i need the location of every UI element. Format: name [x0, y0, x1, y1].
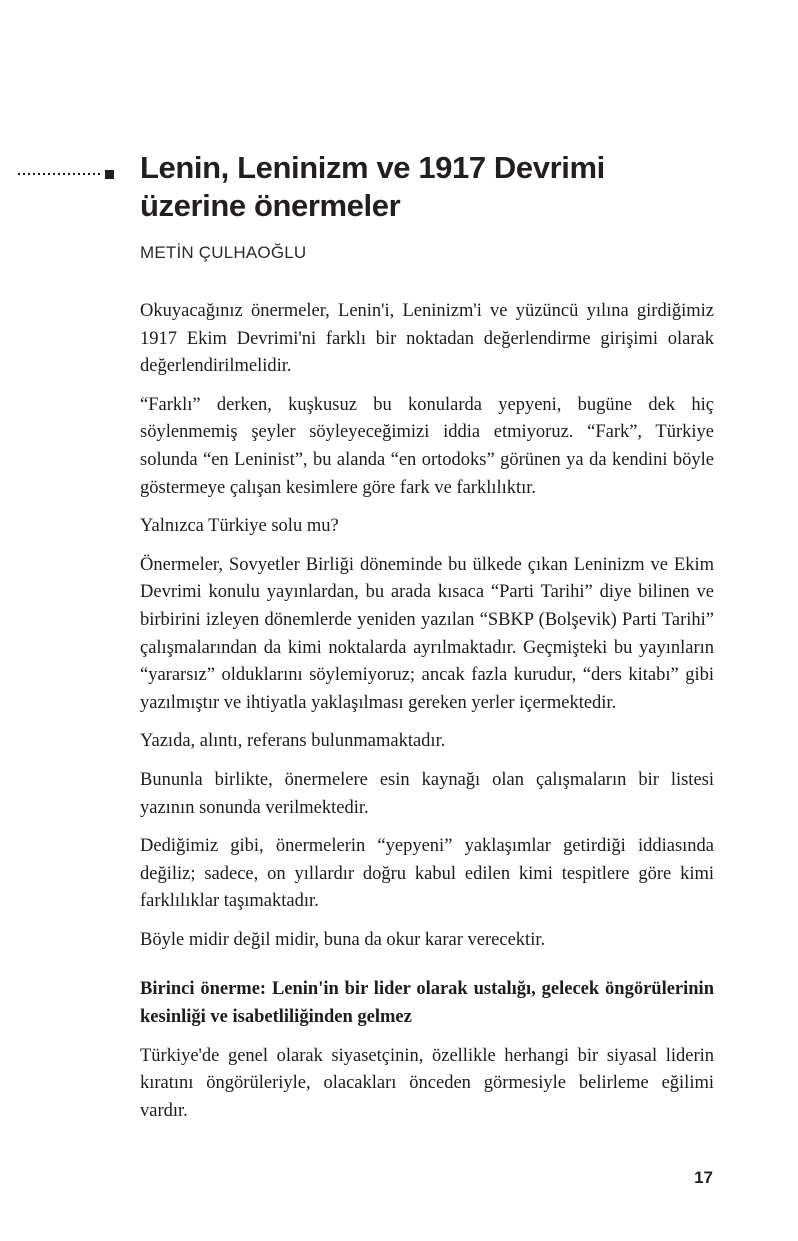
body-paragraph: Dediğimiz gibi, önermelerin “yepyeni” yaklaşımlar getirdiği iddiasında değiliz; sadece, on yıllardır doğru kabul edilen kimi tespitlere göre kimi farklılıklar taşımaktadır.	[140, 836, 714, 912]
body-paragraph: “Farklı” derken, kuşkusuz bu konularda yepyeni, bugüne dek hiç söylenmemiş şeyler söyleyeceğimizi iddia etmiyoruz. “Fark”, Türkiye solunda “en Leninist”, bu alanda “en ortodoks” görünen ya da kendini böyle göstermeye çalışan kesimlere göre fark ve farklılıktır.	[140, 394, 714, 498]
author-byline: METİN ÇULHAOĞLU	[140, 243, 307, 262]
body-paragraph: Önermeler, Sovyetler Birliği döneminde bu ülkede çıkan Leninizm ve Ekim Devrimi konulu yayınlardan, bu arada kısaca “Parti Tarihi” diye bilinen ve birbirini izleyen dönemlerde yeniden yazılan “SBKP (Bolşevik) Parti Tarihi” çalışmalarından da kimi noktalarda ayrılmaktadır. Geçmişteki bu yayınların “yararsız” olduklarını söylemiyoruz; ancak fazla kurudur, “ders kitabı” gibi yazılmıştır ve ihtiyatla yaklaşılması gereken yerler içermektedir.	[140, 554, 714, 713]
body-paragraph: Yazıda, alıntı, referans bulunmamaktadır.	[140, 731, 446, 752]
body-paragraph: Böyle midir değil midir, buna da okur karar verecektir.	[140, 929, 546, 950]
text-column	[140, 0, 714, 1136]
dotted-rule-decoration	[18, 168, 114, 180]
body-paragraph: Yalnızca Türkiye solu mu?	[140, 516, 339, 537]
section-subheading: Birinci önerme: Lenin'in bir lider olarak ustalığı, gelecek öngörülerinin kesinliği ve isabetliliğinden gelmez	[140, 979, 714, 1028]
page-number: 17	[694, 1168, 713, 1187]
article-body	[140, 264, 714, 1125]
body-paragraph: Okuyacağınız önermeler, Lenin'i, Leninizm'i ve yüzüncü yılına girdiğimiz 1917 Ekim Devrimi'ni farklı bir noktadan değerlendirme girişimi olarak değerlendirilmelidir.	[140, 301, 714, 377]
body-paragraph: Bununla birlikte, önermelere esin kaynağı olan çalışmaların bir listesi yazının sonunda verilmektedir.	[140, 769, 714, 818]
square-marker-icon	[105, 170, 114, 179]
body-paragraph: Türkiye'de genel olarak siyasetçinin, özellikle herhangi bir siyasal liderin kıratını öngörüleriyle, olacakları önceden görmesiyle belirleme eğilimi vardır.	[140, 1045, 714, 1121]
page-title: Lenin, Leninizm ve 1917 Devrimi üzerine önermeler	[140, 150, 605, 223]
dotted-line-icon	[18, 173, 102, 175]
